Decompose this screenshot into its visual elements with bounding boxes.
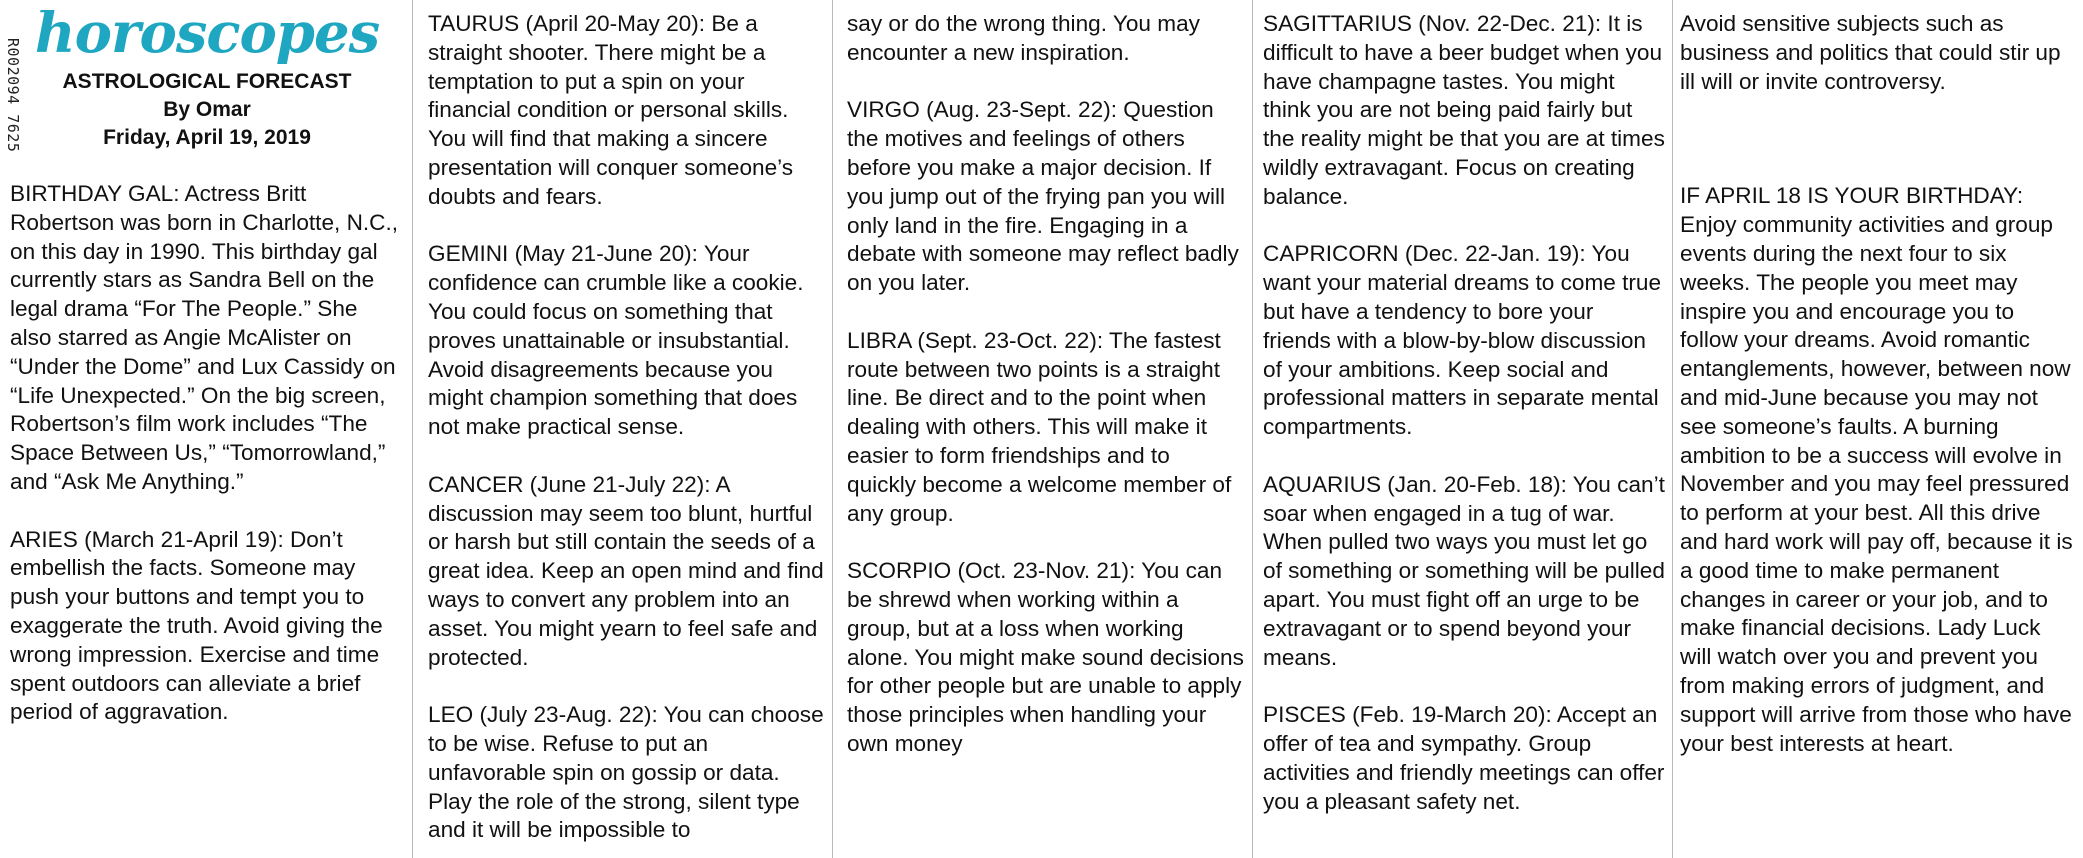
birthday-paragraph: IF APRIL 18 IS YOUR BIRTHDAY: Enjoy community activities and group events during the next four to six weeks. The people you meet may inspire you and encourage you to follow your dreams. Avoid romantic entanglements, however, between now and mid-June because you may not see someone’s faults. A burning ambition to be a success will evolve in November and you may feel pressured to perform at your best. All this drive and hard work will pay off, because it is a good time to make permanent changes in career or your job, and to make financial decisions. Lady Luck will watch over you and prevent you from making errors of judgment, and support will arrive from those who have your best interests at heart. <box>1680 183 2073 756</box>
column-divider <box>1252 0 1253 858</box>
column-divider <box>832 0 833 858</box>
leo-continued-paragraph: say or do the wrong thing. You may encounter a new inspiration. <box>847 11 1200 65</box>
virgo-paragraph: VIRGO (Aug. 23-Sept. 22): Question the motives and feelings of others before you make a major decision. If you jump out of the frying pan you will only land in the fire. Engaging in a debate with someone may reflect badly on you later. <box>847 97 1239 296</box>
column-4 <box>1263 10 1665 856</box>
capricorn-paragraph: CAPRICORN (Dec. 22-Jan. 19): You want your material dreams to come true but have a tendency to bore your friends with a blow-by-blow discussion of your ambitions. Keep social and professional matters in separate mental compartments. <box>1263 241 1662 440</box>
libra-paragraph: LIBRA (Sept. 23-Oct. 22): The fastest route between two points is a straight line. Be direct and to the point when dealing with others. This will make it easier to form friendships and to quickly become a welcome member of any group. <box>847 327 1232 526</box>
pisces-paragraph: PISCES (Feb. 19-March 20): Accept an offer of tea and sympathy. Group activities and friendly meetings can offer you a pleasant safety net. <box>1263 702 1665 814</box>
side-code: R002094 7625 <box>4 38 22 153</box>
scorpio-paragraph: SCORPIO (Oct. 23-Nov. 21): You can be shrewd when working within a group, but at a loss when working alone. You might make sound decisions for other people but are unable to apply those principles when handling your own money <box>847 558 1244 756</box>
masthead <box>10 10 404 152</box>
section-heading: ASTROLOGICAL FORECAST <box>62 70 352 93</box>
gemini-paragraph: GEMINI (May 21-June 20): Your confidence can crumble like a cookie. You could focus on something that proves unattainable or insubstantial. Avoid disagreements because you might champion something that does not make practical sense. <box>428 241 804 440</box>
column-5 <box>1680 10 2076 856</box>
column-1 <box>10 10 404 856</box>
sagittarius-paragraph: SAGITTARIUS (Nov. 22-Dec. 21): It is difficult to have a beer budget when you have champagne tastes. You might think you are not being paid fairly but the reality might be that you are at times wildly extravagant. Focus on creating balance. <box>1263 11 1665 209</box>
column-divider <box>412 0 413 858</box>
column-divider <box>1672 0 1673 858</box>
leo-paragraph: LEO (July 23-Aug. 22): You can choose to be wise. Refuse to put an unfavorable spin on gossip or data. Play the role of the strong, silent type and it will be impossible to <box>428 702 824 843</box>
issue-date: Friday, April 19, 2019 <box>103 126 311 149</box>
aries-paragraph: ARIES (March 21-April 19): Don’t embellish the facts. Someone may push your buttons and tempt you to exaggerate the truth. Avoid giving the wrong impression. Exercise and time spent outdoors can alleviate a brief period of aggravation. <box>10 526 383 725</box>
aquarius-paragraph: AQUARIUS (Jan. 20-Feb. 18): You can’t soar when engaged in a tug of war. When pulled two ways you must let go of something or something will be pulled apart. You must fight off an urge to be extravagant or to spend beyond your means. <box>1263 471 1665 670</box>
birthday-gal-paragraph: BIRTHDAY GAL: Actress Britt Robertson was born in Charlotte, N.C., on this day in 1990. This birthday gal currently stars as Sandra Bell on the legal drama “For The People.” She also starred as Angie McAlister on “Under the Dome” and Lux Cassidy on “Life Unexpected.” On the big screen, Robertson’s film work includes “The Space Between Us,” “Tomorrowland,” and “Ask Me Anything.” <box>10 181 399 494</box>
column-3 <box>847 10 1245 856</box>
pisces-continued-paragraph: Avoid sensitive subjects such as business and politics that could stir up ill will or invite controversy. <box>1680 11 2061 94</box>
byline: By Omar <box>163 98 251 121</box>
taurus-paragraph: TAURUS (April 20-May 20): Be a straight shooter. There might be a temptation to put a spin on your financial condition or personal skills. You will find that making a sincere presentation will conquer someone’s doubts and fears. <box>428 11 794 209</box>
column-2 <box>428 10 824 856</box>
brand-logo: horoscopes <box>34 10 380 66</box>
cancer-paragraph: CANCER (June 21-July 22): A discussion may seem too blunt, hurtful or harsh but still contain the seeds of a great idea. Keep an open mind and find ways to convert any problem into an asset. You might yearn to feel safe and protected. <box>428 471 824 670</box>
